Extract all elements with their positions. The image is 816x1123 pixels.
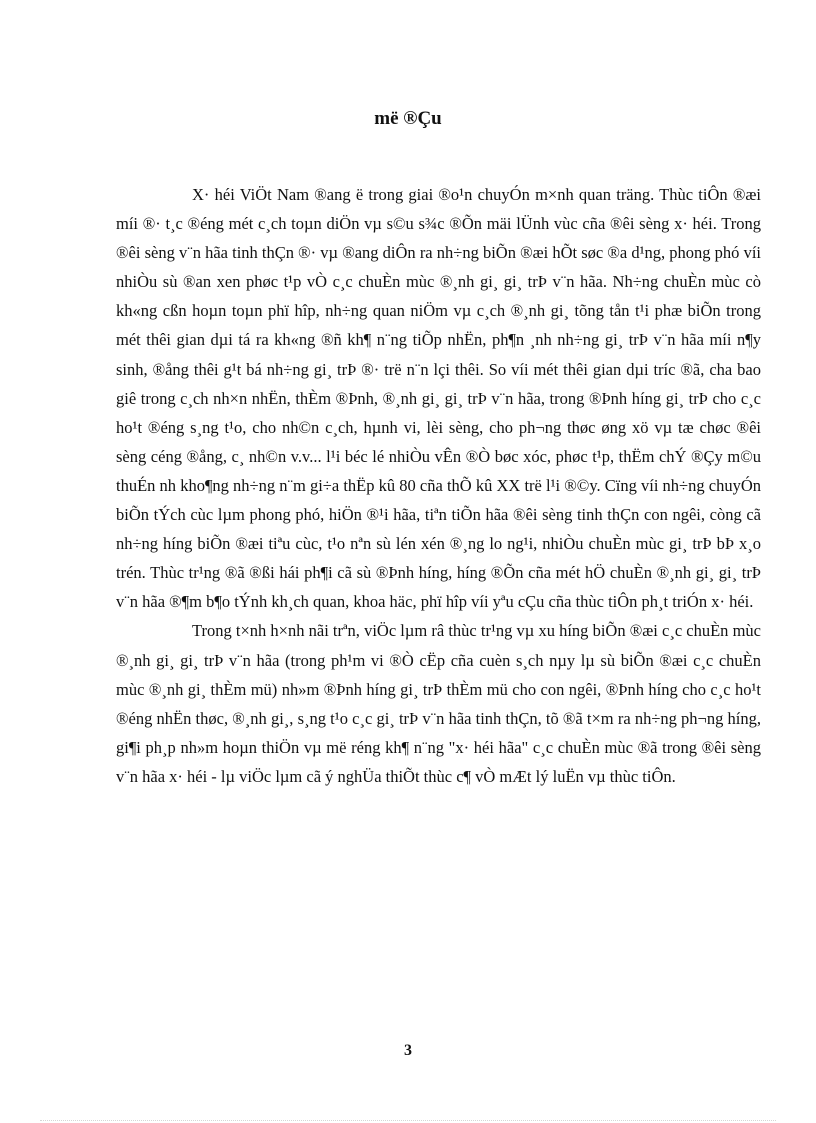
paragraph-2: Trong t×nh h×nh nãi trªn, viÖc lµm râ thùc tr¹ng vµ xu híng biÕn ®æi c¸c chuÈn mùc ®¸nh gi¸ gi¸ trÞ v¨n hãa (trong ph¹m vi ®Ò cËp cña cuèn s¸ch nµy lµ sù biÕn ®æi c¸c chuÈn mùc ®¸nh gi¸ thÈm mü) nh»m ®Þnh híng gi¸ trÞ thÈm mü cho con ngêi, ®Þnh híng cho c¸c ho¹t ®éng nhËn thøc, ®¸nh gi¸, s¸ng t¹o c¸c gi¸ trÞ v¨n hãa tinh thÇn, tõ ®ã t×m ra nh÷ng ph¬ng híng, gi¶i ph¸p nh»m hoµn thiÖn vµ më réng kh¶ n¨ng "x· héi hãa" c¸c chuÈn mùc ®ã trong ®êi sèng v¨n hãa x· héi - lµ viÖc lµm cã ý nghÜa thiÕt thùc c¶ vÒ mÆt lý luËn vµ thùc tiÔn. bbox=[116, 621, 761, 786]
page-number: 3 bbox=[404, 1042, 412, 1059]
paragraph-1: X· héi ViÖt Nam ®ang ë trong giai ®o¹n chuyÓn m×nh quan träng. Thùc tiÔn ®æi míi ®· t¸c ®éng mét c¸ch toµn diÖn vµ s©u s¾c ®Õn mäi lÜnh vùc cña ®êi sèng x· héi. Trong ®êi sèng v¨n hãa tinh thÇn ®· vµ ®ang diÔn ra nh÷ng biÕn ®æi hÕt søc ®a d¹ng, phong phó víi nhiÒu sù ®an xen phøc t¹p vÒ c¸c chuÈn mùc ®¸nh gi¸ gi¸ trÞ v¨n hãa. Nh÷ng chuÈn mùc cò kh«ng cßn hoµn toµn phï hîp, nh÷ng quan niÖm vµ c¸ch ®¸nh gi¸ tõng tån t¹i phæ biÕn trong mét thêi gian dµi tá ra kh«ng ®ñ kh¶ n¨ng tiÕp nhËn, ph¶n ¸nh nh÷ng gi¸ trÞ v¨n hãa míi n¶y sinh, ®ång thêi g¹t bá nh÷ng gi¸ trÞ ®· trë n¨n lçi thêi. So víi mét thêi gian dµi tríc ®ã, cha bao giê trong c¸ch nh×n nhËn, thÈm ®Þnh, ®¸nh gi¸ gi¸ trÞ v¨n hãa, trong ®Þnh híng gi¸ trÞ cho c¸c ho¹t ®éng s¸ng t¹o, cho nh©n c¸ch, hµnh vi, lèi sèng, cho ph¬ng thøc øng xö vµ tæ chøc ®êi sèng céng ®ång, c¸ nh©n v.v... l¹i béc lé nhiÒu vÊn ®Ò bøc xóc, phøc t¹p, thËm chÝ ®Çy m©u thuÉn nh kho¶ng nh÷ng n¨m gi÷a thËp kû 80 cña thÕ kû XX trë l¹i ®©y. Cïng víi nh÷ng chuyÓn biÕn tÝch cùc lµm phong phó, hiÖn ®¹i hãa, tiªn tiÕn hãa ®êi sèng tinh thÇn con ngêi, còng cã nh÷ng híng biÕn ®æi tiªu cùc, t¹o nªn sù lén xén ®¸ng lo ng¹i, nhiÒu chuÈn mùc gi¸ trÞ bÞ x¸o trén. Thùc tr¹ng ®ã ®ßi hái ph¶i cã sù ®Þnh híng, híng ®Õn cña mét hÖ chuÈn ®¸nh gi¸ gi¸ trÞ v¨n hãa ®¶m b¶o tÝnh kh¸ch quan, khoa häc, phï hîp víi yªu cÇu cña thùc tiÔn ph¸t triÓn x· héi. bbox=[116, 185, 761, 612]
section-title: më ®Çu bbox=[374, 108, 442, 129]
page-bottom-divider bbox=[40, 1120, 776, 1121]
body-text bbox=[116, 180, 761, 791]
